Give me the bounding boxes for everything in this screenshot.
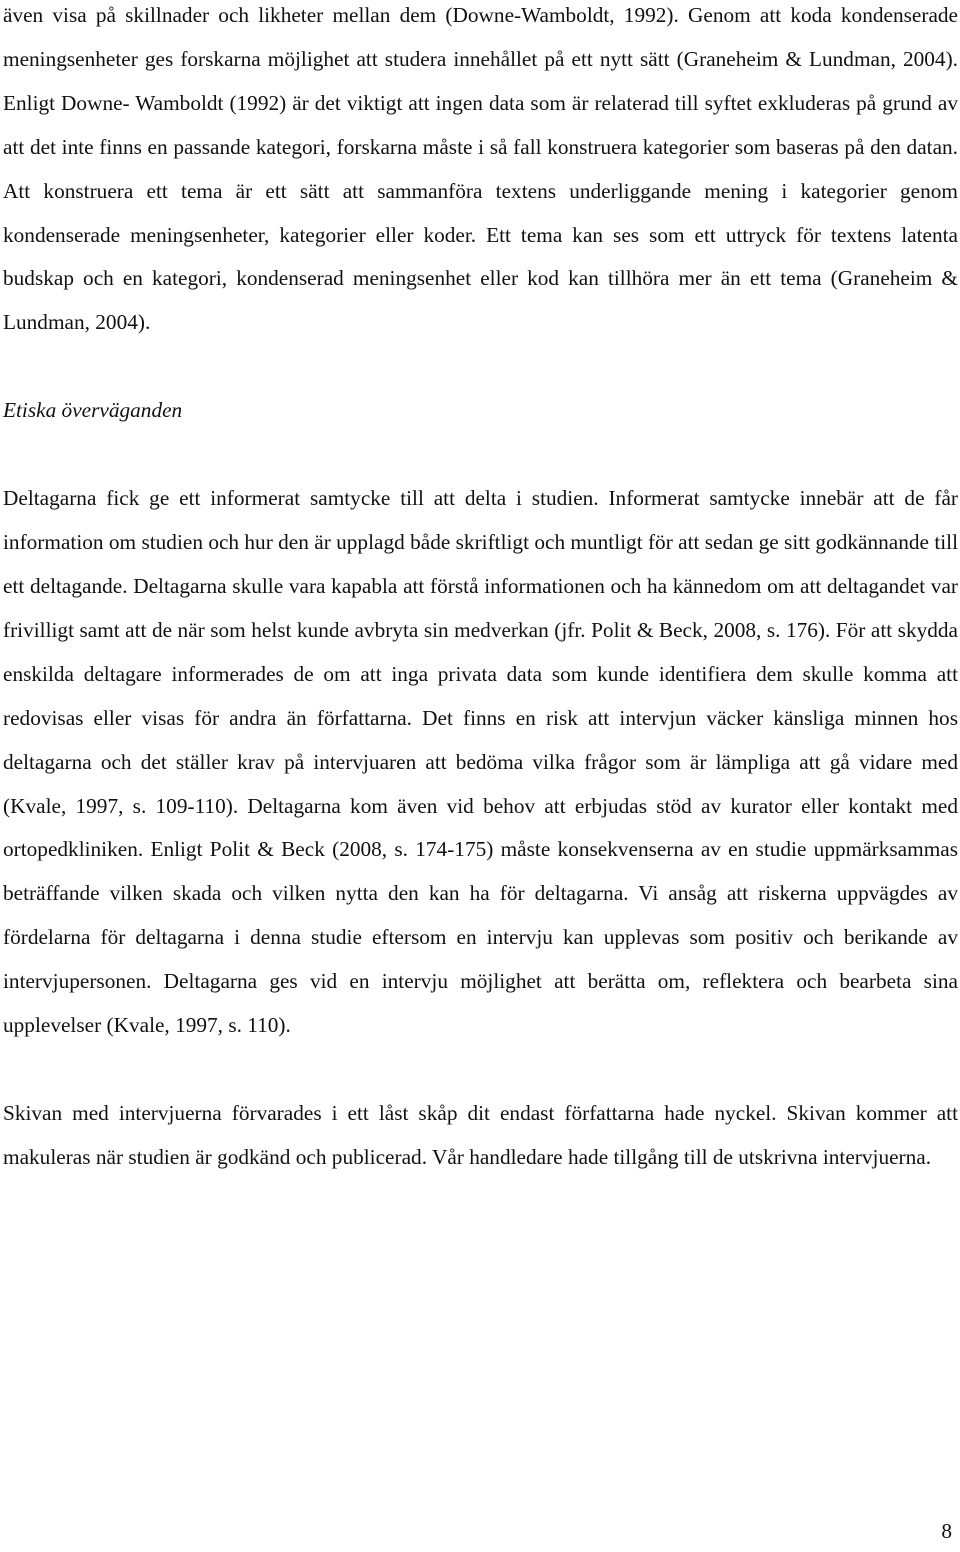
- spacer: [3, 433, 958, 477]
- section-heading-ethics: Etiska överväganden: [3, 398, 183, 423]
- page-number: 8: [941, 1519, 952, 1543]
- paragraph-storage: Skivan med intervjuerna förvarades i ett låst skåp dit endast författarna hade nyckel. Skivan kommer att makuleras när studien är godkänd och publicerad. Vår handledare hade tillgång till de utskrivna intervjuerna.: [3, 1100, 958, 1169]
- document-page: [3, 0, 958, 1180]
- paragraph-ethics: Deltagarna fick ge ett informerat samtycke till att delta i studien. Informerat samtycke innebär att de får information om studien och hur den är upplagd både skriftligt och muntligt för att sedan ge sitt godkännande till ett deltagande. Deltagarna skulle vara kapabla att förstå informationen och ha kännedom om att deltagandet var frivilligt samt att de när som helst kunde avbryta sin medverkan (jfr. Polit & Beck, 2008, s. 176). För att skydda enskilda deltagare informerades de om att inga privata data som kunde identifiera dem skulle komma att redovisas eller visas för andra än författarna. Det finns en risk att intervjun väcker känsliga minnen hos deltagarna och det ställer krav på intervjuaren att bedöma vilka frågor som är lämpliga att gå vidare med (Kvale, 1997, s. 109-110). Deltagarna kom även vid behov att erbjudas stöd av kurator eller kontakt med ortopedkliniken. Enligt Polit & Beck (2008, s. 174-175) måste konsekvenserna av en studie uppmärksammas beträffande vilken skada och vilken nytta den kan ha för deltagarna. Vi ansåg att riskerna uppvägdes av fördelarna för deltagarna i denna studie eftersom en intervju kan upplevas som positiv och berikande av intervjupersonen. Deltagarna ges vid en intervju möjlighet att berätta om, reflektera och bearbeta sina upplevelser (Kvale, 1997, s. 110).: [3, 486, 958, 1038]
- spacer: [3, 1048, 958, 1092]
- paragraph-content-analysis: även visa på skillnader och likheter mellan dem (Downe-Wamboldt, 1992). Genom att koda kondenserade meningsenheter ges forskarna möjlighet att studera innehållet på ett nytt sätt (Graneheim & Lundman, 2004). Enligt Downe- Wamboldt (1992) är det viktigt att ingen data som är relaterad till syftet exkluderas på grund av att det inte finns en passande kategori, forskarna måste i så fall konstruera kategorier som baseras på den datan. Att konstruera ett tema är ett sätt att sammanföra textens underliggande mening i kategorier genom kondenserade meningsenheter, kategorier eller koder. Ett tema kan ses som ett uttryck för textens latenta budskap och en kategori, kondenserad meningsenhet eller kod kan tillhöra mer än ett tema (Graneheim & Lundman, 2004).: [3, 3, 958, 335]
- spacer: [3, 345, 958, 389]
